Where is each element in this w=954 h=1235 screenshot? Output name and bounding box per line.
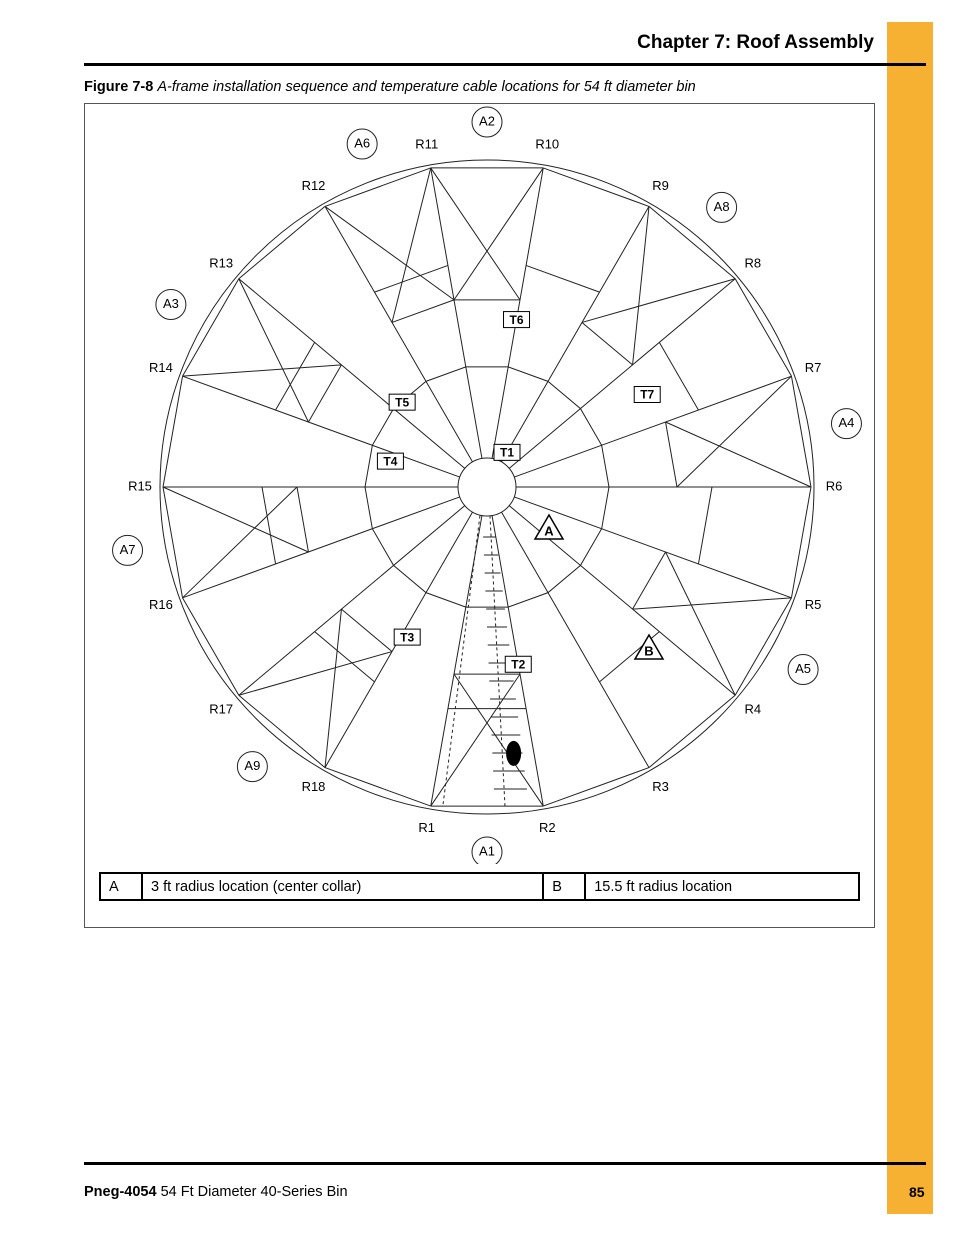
rafter-line-r14 (183, 376, 460, 477)
aframe-brace (239, 652, 392, 696)
rafter-label-r1: R1 (418, 820, 436, 836)
aframe-brace (454, 168, 543, 300)
rafter-label-r3: R3 (652, 778, 669, 794)
purlin-line (315, 632, 375, 682)
eave-chord (183, 279, 239, 376)
rafter-label-r7: R7 (804, 359, 822, 375)
cable-label-t7: T7 (640, 387, 655, 402)
aframe-brace (325, 206, 454, 299)
purlin-line (262, 487, 276, 564)
cable-label-t6: T6 (509, 312, 524, 327)
rafter-line-r12 (325, 206, 473, 461)
figure-frame (84, 103, 875, 928)
cable-label-t4: T4 (383, 454, 398, 469)
eave-chord (791, 376, 811, 487)
legend-key-a: A (100, 873, 142, 900)
rafter-label-r16: R16 (148, 597, 173, 613)
aframe-label-a4: A4 (838, 415, 855, 431)
aframe-brace (341, 609, 392, 651)
aframe-brace (431, 168, 520, 300)
purlin-line (698, 487, 712, 564)
figure-caption (84, 79, 696, 95)
figure-label: Figure 7-8 (84, 79, 154, 95)
rafter-line-r3 (502, 512, 650, 767)
rafter-line-r11 (431, 168, 482, 459)
aframe-label-a2: A2 (479, 113, 495, 129)
page-number: 85 (909, 1184, 925, 1200)
purlin-line (276, 342, 315, 410)
aframe-brace (582, 279, 735, 323)
doc-number: Pneg-4054 (84, 1184, 157, 1200)
eave-chord (239, 206, 325, 278)
rafter-line-r13 (239, 279, 465, 469)
rafter-label-r9: R9 (652, 177, 669, 193)
rafter-label-r2: R2 (538, 820, 556, 836)
rafter-label-r8: R8 (744, 255, 762, 271)
aframe-label-a9: A9 (244, 758, 261, 774)
rafter-line-r17 (239, 506, 465, 696)
aframe-brace (392, 300, 454, 323)
rafter-line-r5 (514, 497, 791, 598)
rafter-label-r5: R5 (804, 597, 822, 613)
center-collar (458, 458, 516, 516)
roof-diagram (85, 104, 874, 864)
aframe-brace (183, 365, 342, 376)
aframe-label-a1: A1 (479, 843, 495, 859)
aframe-brace (582, 322, 633, 364)
rafter-label-r15: R15 (128, 478, 152, 494)
eave-chord (649, 206, 735, 278)
rafter-label-r10: R10 (535, 136, 560, 152)
aframe-brace (392, 168, 431, 323)
cable-label-t1: T1 (499, 445, 515, 460)
legend-table (99, 872, 860, 901)
eave-chord (163, 376, 183, 487)
cable-label-t2: T2 (511, 657, 526, 672)
aframe-label-a3: A3 (162, 295, 179, 311)
header-rule (84, 63, 926, 66)
rafter-label-r18: R18 (301, 778, 326, 794)
cable-label-t5: T5 (395, 395, 410, 410)
rafter-label-r12: R12 (301, 177, 326, 193)
roof-manway-mark (507, 741, 521, 765)
rafter-label-r11: R11 (415, 136, 439, 152)
rafter-line-r16 (183, 497, 460, 598)
aframe-brace (297, 487, 308, 552)
aframe-label-a5: A5 (795, 660, 812, 676)
legend-key-b: B (543, 873, 585, 900)
rafter-label-r17: R17 (209, 701, 234, 717)
rafter-label-r6: R6 (825, 478, 843, 494)
aframe-brace (633, 552, 666, 609)
aframe-brace (666, 422, 677, 487)
aframe-brace (308, 365, 341, 422)
chapter-title: Chapter 7: Roof Assembly (637, 32, 874, 53)
chapter-tab-bar (887, 22, 933, 1214)
eave-chord (543, 168, 649, 206)
aframe-brace (454, 674, 543, 806)
aframe-brace (633, 598, 792, 609)
eave-chord (791, 487, 811, 598)
rafter-line-r8 (509, 279, 735, 469)
eave-chord (239, 695, 325, 767)
aframe-label-a6: A6 (354, 135, 371, 151)
eave-chord (735, 279, 791, 376)
marker-label-b: B (644, 643, 654, 659)
ladder-rail (490, 516, 505, 808)
rafter-label-r4: R4 (744, 701, 762, 717)
legend-text-a: 3 ft radius location (center collar) (142, 873, 543, 900)
eave-chord (183, 598, 239, 695)
rafter-label-r14: R14 (148, 359, 173, 375)
rafter-line-r9 (499, 206, 650, 461)
eave-chord (735, 598, 791, 695)
footer-doc (84, 1184, 348, 1200)
figure-caption-text: A-frame installation sequence and temperature cable locations for 54 ft diameter bin (157, 79, 696, 95)
aframe-brace (431, 674, 520, 806)
eave-chord (163, 487, 183, 598)
aframe-label-a8: A8 (713, 198, 730, 214)
legend-text-b: 15.5 ft radius location (585, 873, 859, 900)
cable-label-t3: T3 (400, 630, 415, 645)
eave-chord (543, 768, 649, 806)
rafter-label-r13: R13 (209, 255, 234, 271)
eave-chord (325, 168, 431, 206)
legend-row (100, 873, 859, 900)
purlin-line (659, 342, 698, 410)
marker-label-a: A (544, 523, 554, 539)
doc-title: 54 Ft Diameter 40-Series Bin (160, 1184, 348, 1200)
purlin-line (526, 265, 599, 292)
aframe-label-a7: A7 (119, 541, 136, 557)
footer-rule (84, 1162, 926, 1165)
eave-chord (325, 768, 431, 806)
eave-chord (649, 695, 735, 767)
